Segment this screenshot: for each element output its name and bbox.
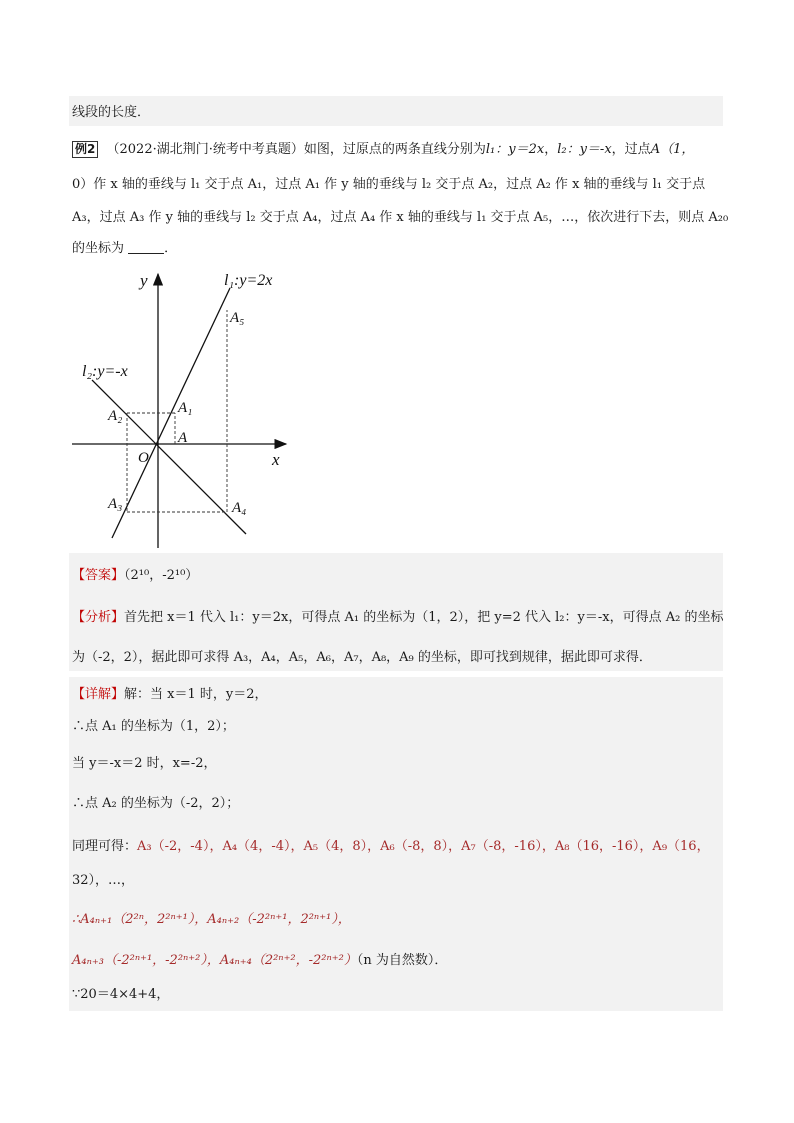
x-axis-label: x [272, 450, 280, 469]
analysis-line-1 [72, 609, 723, 627]
analysis-label: 【分析】 [72, 610, 125, 625]
example-text-1b: ，过点 [611, 142, 651, 157]
l1-equation: l₁：y＝2x [485, 142, 545, 157]
answer-line [72, 567, 198, 585]
detail-line-9: ∵20＝4×4+4， [72, 987, 170, 1002]
origin-label: O [138, 450, 149, 466]
point-a3-label: A₃ [108, 496, 123, 512]
top-shade [69, 96, 723, 126]
analysis-text-1: 首先把 x＝1 代入 l₁：y＝2x，可得点 A₁ 的坐标为（1，2），把 y=2 代入 l₂：y＝-x，可得点 A₂ 的坐标 [124, 610, 724, 625]
detail-text-5b: A₃（-2，-4），A₄（4，-4），A₅（4，8），A₆（-8，8），A₇（-8，-16），A₈（16，-16），A₉（16， [137, 839, 710, 854]
detail-line-6: 32），…， [72, 873, 135, 888]
detail-line-5 [72, 838, 710, 856]
y-axis-label: y [140, 271, 148, 290]
detail-text-1: 解：当 x＝1 时，y＝2， [124, 687, 268, 702]
example-text-4: 的坐标为 [72, 241, 125, 256]
detail-text-8a: A₄ₙ₊₃（-2²ⁿ⁺¹，-2²ⁿ⁺²），A₄ₙ₊₄（2²ⁿ⁺²，-2²ⁿ⁺²） [72, 953, 357, 968]
answer-value: （2¹⁰，-2¹⁰） [124, 568, 199, 583]
detail-text-8b: （n 为自然数）． [356, 953, 448, 968]
detail-line-2: ∴点 A₁ 的坐标为（1，2）； [72, 719, 235, 734]
detail-label: 【详解】 [72, 687, 125, 702]
example-line-3: A₃，过点 A₃ 作 y 轴的垂线与 l₂ 交于点 A₄，过点 A₄ 作 x 轴的垂线与 l₁ 交于点 A₅，…，依次进行下去，则点 A₂₀ [72, 210, 729, 225]
l2-equation: l₂：y＝-x [557, 142, 612, 157]
detail-line-4: ∴点 A₂ 的坐标为（-2，2）； [72, 796, 240, 811]
detail-line-1 [72, 686, 268, 704]
example-text-4-end: ． [164, 241, 178, 256]
example-line-1 [72, 141, 694, 159]
l2-label: l₂:y=-x [82, 363, 128, 380]
point-a4-label: A₄ [232, 500, 247, 516]
answer-label: 【答案】 [72, 568, 125, 583]
point-a2-label: A₂ [108, 408, 123, 424]
analysis-line-2: 为（-2，2），据此即可求得 A₃，A₄，A₅，A₆，A₇，A₈，A₉ 的坐标，即可找到规律，据此即可求得． [72, 650, 652, 665]
point-a1-label: A₁ [178, 400, 193, 416]
detail-text-5a: 同理可得： [72, 839, 138, 854]
example-sep: ， [544, 142, 558, 157]
answer-blank [128, 241, 164, 254]
example-tag: 例2 [72, 141, 98, 158]
dashed-guides [127, 310, 227, 512]
point-a: A（1， [650, 142, 695, 157]
example-source: （2022·湖北荆门·统考中考真题） [106, 142, 304, 157]
example-line-2: 0）作 x 轴的垂线与 l₁ 交于点 A₁，过点 A₁ 作 y 轴的垂线与 l₂ 交于点 A₂，过点 A₂ 作 x 轴的垂线与 l₁ 交于点 [72, 177, 706, 192]
coordinate-graph [72, 262, 302, 552]
detail-line-7: ∴A₄ₙ₊₁（2²ⁿ，2²ⁿ⁺¹），A₄ₙ₊₂（-2²ⁿ⁺¹，2²ⁿ⁺¹）， [72, 912, 351, 927]
example-text-1a: 如图，过原点的两条直线分别为 [303, 142, 486, 157]
point-a-label: A [178, 430, 188, 446]
detail-line-8 [72, 952, 447, 970]
top-line: 线段的长度． [72, 105, 151, 120]
example-line-4 [72, 240, 177, 258]
point-a5-label: A₅ [230, 310, 245, 326]
l1-label: l₁:y=2x [224, 272, 273, 289]
detail-line-3: 当 y＝-x＝2 时，x=-2， [72, 756, 217, 771]
